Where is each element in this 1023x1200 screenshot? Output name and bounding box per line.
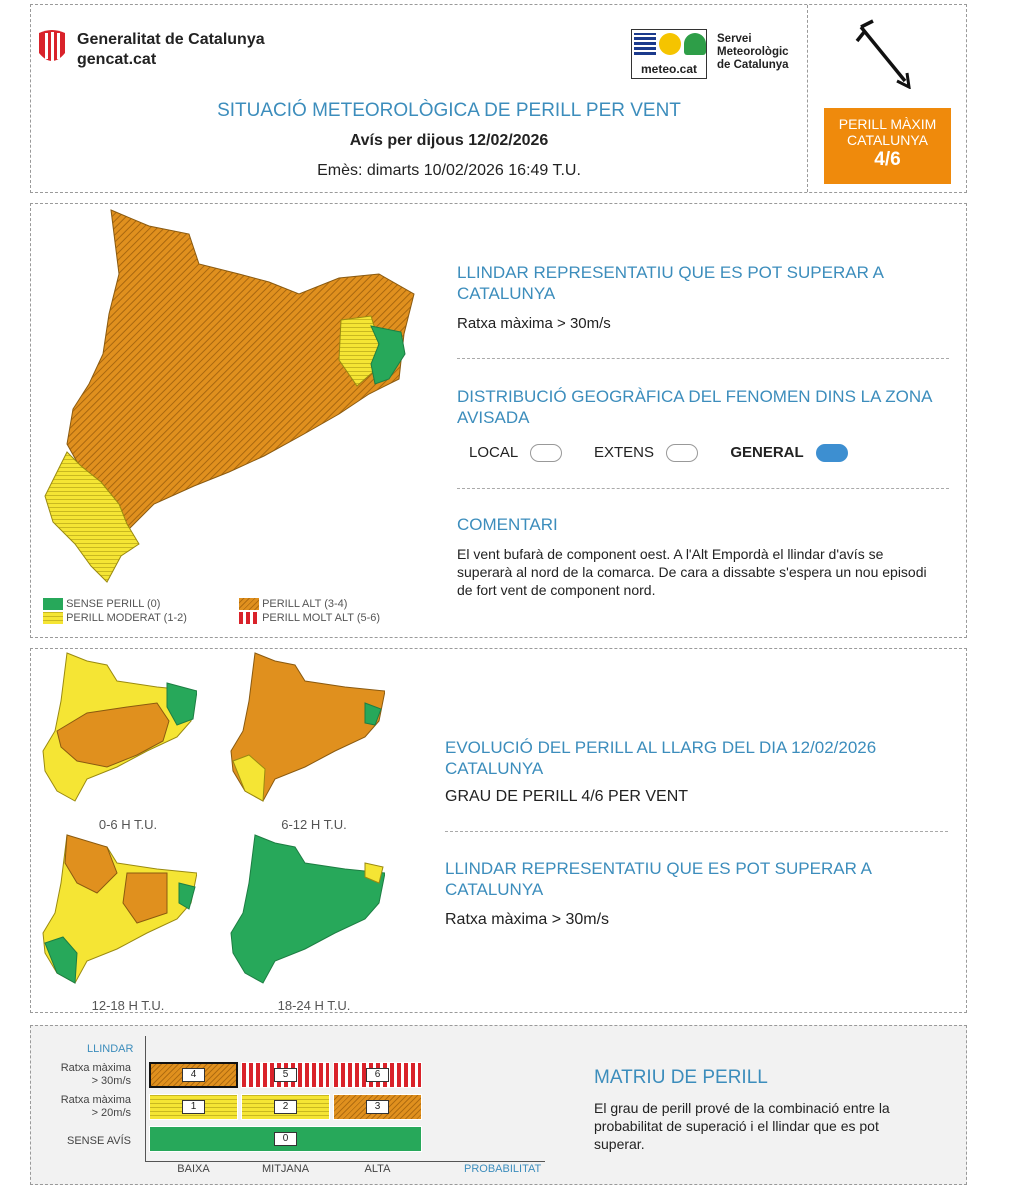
row2-label-line1: Ratxa màxima	[60, 1094, 131, 1106]
summary-panel	[30, 203, 967, 638]
dist-local-label: LOCAL	[469, 444, 518, 461]
matrix-y-axis	[145, 1036, 146, 1161]
row1-label-line1: Ratxa màxima	[60, 1062, 131, 1074]
summary-divider-2	[457, 488, 949, 489]
comment-text: El vent bufarà de component oest. A l'Alt Empordà el llindar d'avís se superarà al nord de la comarca. De cara a dissabte s'espera un nou episodi de fort vent de component nord.	[457, 546, 927, 598]
map-12-18[interactable]	[37, 833, 197, 993]
col-high-label: ALTA	[364, 1163, 391, 1175]
matrix-cell-4[interactable]	[149, 1062, 238, 1088]
evolution-threshold-value: Ratxa màxima > 30m/s	[445, 911, 610, 928]
matrix-cell-2-label: 2	[274, 1100, 298, 1114]
matrix-cell-0[interactable]	[149, 1126, 422, 1152]
matrix-cell-1[interactable]	[149, 1094, 238, 1120]
summary-divider-1	[457, 358, 949, 359]
evolution-heading-line2: CATALUNYA	[445, 759, 544, 778]
page-subtitle: Avís per dijous 12/02/2026	[349, 132, 549, 149]
dist-general-toggle[interactable]	[816, 444, 848, 462]
evolution-heading	[445, 737, 945, 779]
matrix-heading: MATRIU DE PERILL	[594, 1067, 768, 1088]
matrix-panel	[30, 1025, 967, 1185]
matrix-cell-6[interactable]	[333, 1062, 422, 1088]
legend-green-swatch	[43, 598, 63, 610]
header-divider	[807, 5, 808, 192]
evolution-heading-line1: EVOLUCIÓ DEL PERILL AL LLARG DEL DIA 12/02/2026	[445, 738, 877, 757]
meteocat-label: meteo.cat	[640, 62, 698, 76]
matrix-cell-0-label: 0	[274, 1132, 298, 1146]
matrix-cell-3-label: 3	[366, 1100, 390, 1114]
meteocat-icon	[631, 29, 707, 79]
row2-label	[39, 1094, 131, 1120]
header-panel	[30, 4, 967, 193]
matrix-cell-6-label: 6	[366, 1068, 390, 1082]
smc-line3: de Catalunya	[717, 59, 789, 71]
gencat-shield-icon	[37, 29, 67, 67]
probability-label: PROBABILITAT	[464, 1163, 542, 1175]
matrix-cell-2[interactable]	[241, 1094, 330, 1120]
gencat-url: gencat.cat	[77, 51, 157, 68]
matrix-text: El grau de perill prové de la combinació entre la probabilitat de superació i el llindar que es pot superar.	[594, 1100, 890, 1152]
map-0-6[interactable]	[37, 651, 197, 811]
meteocat-logo[interactable]	[631, 29, 811, 81]
dist-local-toggle[interactable]	[530, 444, 562, 462]
col-mid-label: MITJANA	[261, 1163, 310, 1175]
matrix-cell-5[interactable]	[241, 1062, 330, 1088]
badge-level: 4/6	[874, 149, 901, 170]
legend-very-high: PERILL MOLT ALT (5-6)	[262, 612, 381, 624]
gencat-logo[interactable]	[37, 27, 287, 71]
page-title: SITUACIÓ METEOROLÒGICA DE PERILL PER VENT	[217, 100, 681, 121]
evolution-grade: GRAU DE PERILL 4/6 PER VENT	[445, 788, 689, 805]
issued-date: Emès: dimarts 10/02/2026 16:49 T.U.	[317, 162, 581, 179]
matrix-cell-4-label: 4	[182, 1068, 206, 1082]
distribution-toggles	[469, 444, 848, 462]
smc-line2: Meteorològic	[717, 46, 789, 58]
legend-yellow-swatch	[43, 612, 63, 624]
map-18-24[interactable]	[225, 833, 385, 993]
row1-label-line2: > 30m/s	[91, 1075, 131, 1087]
comment-heading: COMENTARI	[457, 515, 558, 534]
dist-extens-label: EXTENS	[593, 444, 654, 461]
matrix-cell-3[interactable]	[333, 1094, 422, 1120]
legend-high: PERILL ALT (3-4)	[262, 598, 348, 610]
matrix-cell-1-label: 1	[182, 1100, 206, 1114]
gencat-name: Generalitat de Catalunya	[77, 31, 265, 48]
dist-general-label: GENERAL	[730, 444, 804, 461]
period-label-6-12: 6-12 H T.U.	[281, 817, 347, 832]
legend-red-swatch	[239, 612, 259, 624]
summary-threshold-value: Ratxa màxima > 30m/s	[457, 315, 611, 332]
badge-line2: CATALUNYA	[847, 132, 928, 148]
row3-label: SENSE AVÍS	[67, 1135, 131, 1147]
max-danger-badge[interactable]	[824, 108, 951, 184]
dist-extens-toggle[interactable]	[666, 444, 698, 462]
matrix-threshold-label: LLINDAR	[87, 1043, 134, 1055]
catalonia-summary-map[interactable]	[39, 204, 419, 584]
smc-line1: Servei	[717, 33, 752, 45]
row2-label-line2: > 20m/s	[91, 1107, 131, 1119]
matrix-x-axis	[145, 1161, 545, 1162]
northwest-wind-arrow-icon	[853, 19, 913, 89]
evolution-panel	[30, 648, 967, 1013]
badge-line1: PERILL MÀXIM	[838, 116, 937, 132]
matrix-cell-5-label: 5	[274, 1068, 298, 1082]
legend-orange-swatch	[239, 598, 259, 610]
summary-threshold-heading: LLINDAR REPRESENTATIU QUE ES POT SUPERAR A CATALUNYA	[457, 263, 884, 303]
evolution-threshold-heading: LLINDAR REPRESENTATIU QUE ES POT SUPERAR A CATALUNYA	[445, 859, 872, 899]
col-low-label: BAIXA	[177, 1163, 210, 1175]
period-label-0-6: 0-6 H T.U.	[98, 817, 158, 832]
evolution-divider	[445, 831, 948, 832]
distribution-heading: DISTRIBUCIÓ GEOGRÀFICA DEL FENOMEN DINS LA ZONA AVISADA	[457, 387, 932, 427]
map-6-12[interactable]	[225, 651, 385, 811]
legend-none: SENSE PERILL (0)	[66, 598, 161, 610]
legend-moderate: PERILL MODERAT (1-2)	[66, 612, 187, 624]
row1-label	[39, 1062, 131, 1088]
period-label-18-24: 18-24 H T.U.	[277, 998, 351, 1013]
period-label-12-18: 12-18 H T.U.	[91, 998, 165, 1013]
